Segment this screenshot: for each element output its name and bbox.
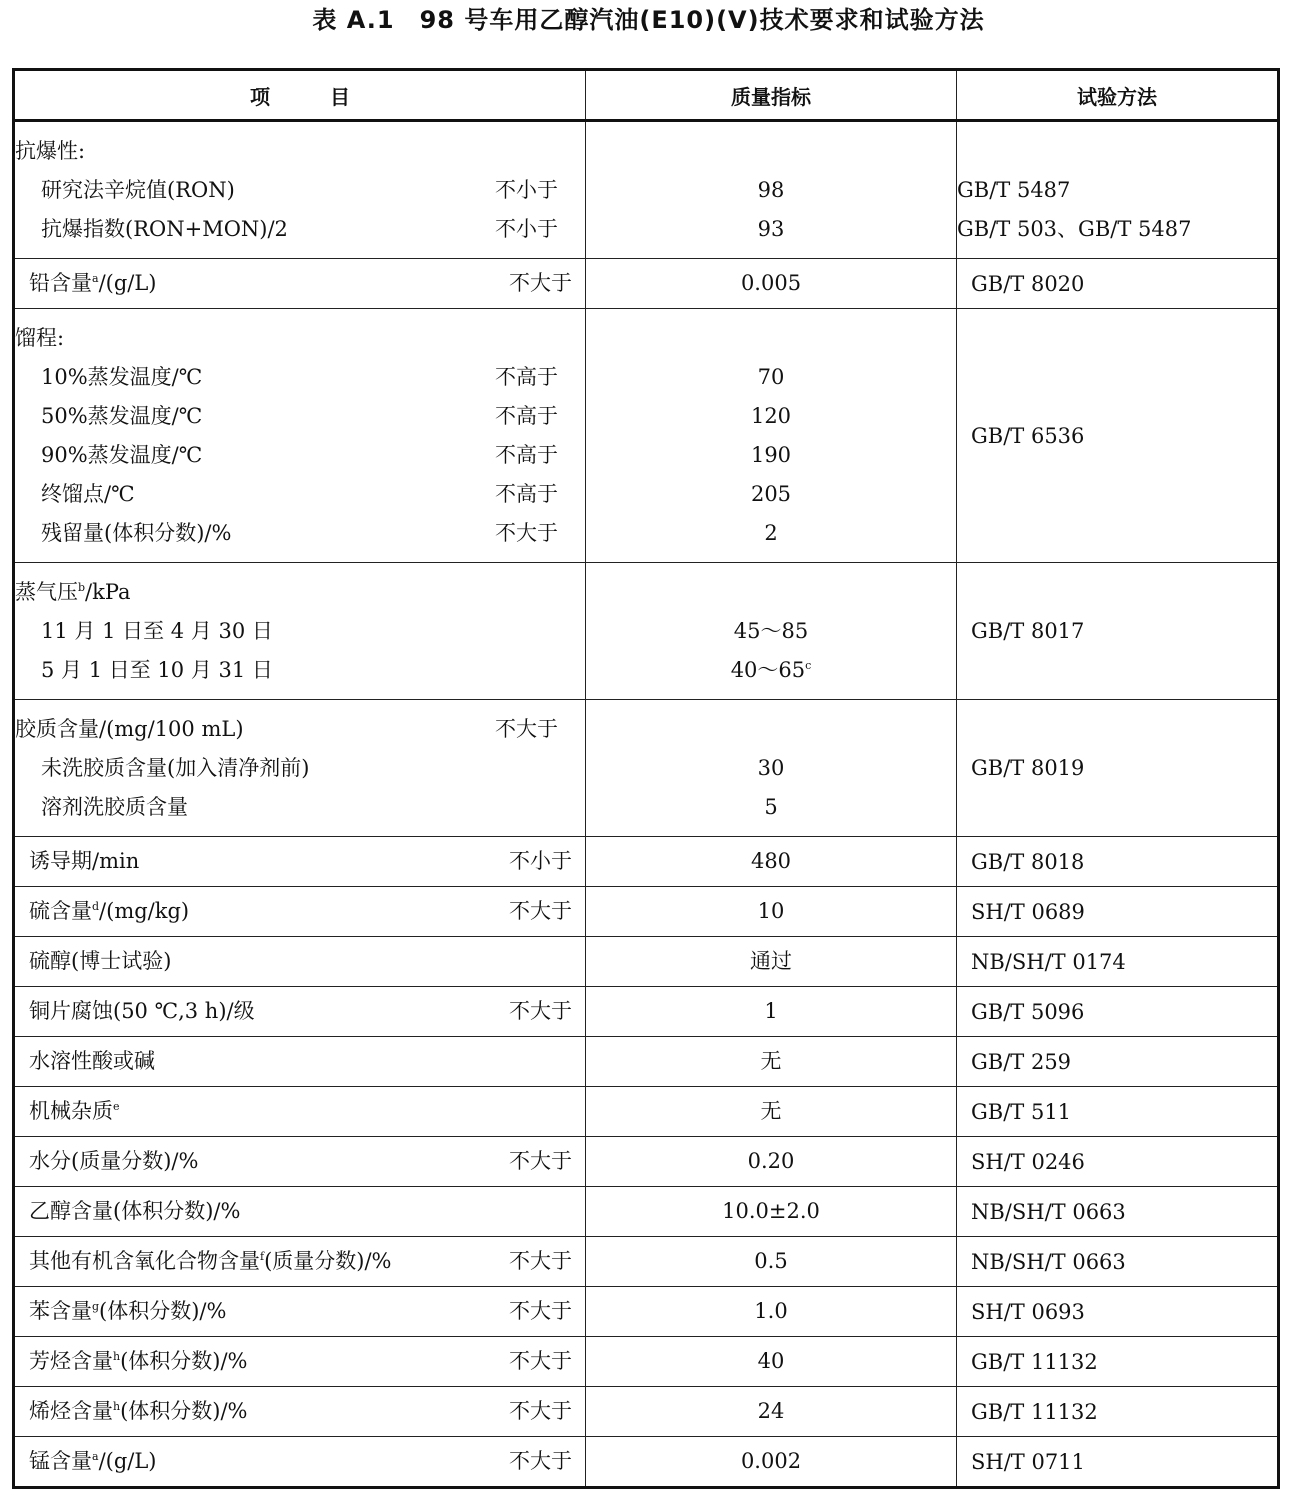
sulfur-method: SH/T 0689 [956, 887, 1277, 936]
benzene-footnote: g [92, 1300, 100, 1313]
aromatics-footnote: h [113, 1350, 121, 1363]
ethanol-value: 10.0±2.0 [722, 1199, 820, 1223]
antiknock-index-method: GB/T 503、GB/T 5487 [957, 217, 1192, 241]
lead-footnote: a [92, 272, 99, 285]
ethanol-method: NB/SH/T 0663 [956, 1187, 1277, 1236]
mercaptan-label: 硫醇(博士试验) [29, 949, 172, 973]
vapor-label: 蒸气压 [15, 580, 78, 604]
impurity-footnote: e [113, 1100, 120, 1113]
dist-50-value: 120 [750, 404, 792, 428]
table-row-water [15, 1136, 1277, 1186]
mercaptan-method: NB/SH/T 0174 [956, 937, 1277, 986]
olefins-method: GB/T 11132 [956, 1387, 1277, 1436]
dist-90-value: 190 [750, 443, 792, 467]
table-title: 表 A.1 98 号车用乙醇汽油(E10)(Ⅴ)技术要求和试验方法 [312, 6, 985, 34]
lead-label: 铅含量 [29, 271, 92, 295]
olefins-value: 24 [757, 1399, 785, 1423]
water-value: 0.20 [747, 1149, 795, 1173]
oxygenates-qualifier: 不大于 [509, 1249, 572, 1273]
lead-qualifier: 不大于 [509, 271, 572, 295]
dist-residue-qualifier: 不大于 [495, 521, 558, 545]
table-row-manganese [15, 1436, 1277, 1486]
antiknock-label: 抗爆性: [15, 139, 86, 163]
vapor-summer-value: 40～65 [730, 658, 806, 682]
copper-label: 铜片腐蚀(50 ℃,3 h)/级 [29, 999, 255, 1023]
distillation-method: GB/T 6536 [956, 309, 1277, 562]
impurity-label: 机械杂质 [29, 1099, 113, 1123]
gum-unwashed-label: 未洗胶质含量(加入清净剂前) [41, 756, 310, 780]
acid-value: 无 [760, 1049, 782, 1073]
vapor-unit: /kPa [85, 580, 131, 604]
table-row-distillation [15, 308, 1277, 562]
oxygenates-footnote: f [260, 1250, 265, 1263]
table-row-lead [15, 258, 1277, 308]
table-row-copper [15, 986, 1277, 1036]
gum-method: GB/T 8019 [956, 700, 1277, 836]
acid-method: GB/T 259 [956, 1037, 1277, 1086]
table-row-induction [15, 836, 1277, 886]
table-row-vapor [15, 562, 1277, 699]
vapor-method: GB/T 8017 [956, 563, 1277, 699]
sulfur-footnote: d [92, 900, 100, 913]
manganese-unit: /(g/L) [98, 1449, 157, 1473]
oxygenates-value: 0.5 [754, 1249, 788, 1273]
induction-value: 480 [750, 849, 792, 873]
olefins-qualifier: 不大于 [509, 1399, 572, 1423]
gum-qualifier: 不大于 [495, 717, 558, 741]
vapor-winter-value: 45～85 [733, 619, 809, 643]
dist-10-label: 10%蒸发温度/℃ [41, 365, 203, 389]
table-row-sulfur [15, 886, 1277, 936]
antiknock-index-qualifier: 不小于 [495, 217, 558, 241]
dist-end-value: 205 [750, 482, 792, 506]
olefins-footnote: h [113, 1400, 121, 1413]
vapor-summer-footnote: c [805, 659, 812, 672]
manganese-method: SH/T 0711 [956, 1437, 1277, 1486]
oxygenates-label: 其他有机含氧化合物含量 [29, 1249, 260, 1273]
manganese-qualifier: 不大于 [509, 1449, 572, 1473]
table-row-mercaptan [15, 936, 1277, 986]
acid-label: 水溶性酸或碱 [29, 1049, 155, 1073]
table-row-gum [15, 699, 1277, 836]
impurity-value: 无 [760, 1099, 782, 1123]
spec-table [12, 68, 1280, 1489]
ron-label: 研究法辛烷值(RON) [41, 178, 235, 202]
manganese-footnote: a [92, 1450, 99, 1463]
benzene-method: SH/T 0693 [956, 1287, 1277, 1336]
olefins-label: 烯烃含量 [29, 1399, 113, 1423]
benzene-unit: (体积分数)/% [99, 1299, 227, 1323]
table-row-aromatics [15, 1336, 1277, 1386]
distillation-label: 馏程: [15, 326, 65, 350]
antiknock-index-label: 抗爆指数(RON+MON)/2 [41, 217, 288, 241]
oxygenates-unit: (质量分数)/% [264, 1249, 392, 1273]
aromatics-value: 40 [757, 1349, 785, 1373]
dist-10-value: 70 [757, 365, 785, 389]
aromatics-label: 芳烃含量 [29, 1349, 113, 1373]
oxygenates-method: NB/SH/T 0663 [956, 1237, 1277, 1286]
aromatics-unit: (体积分数)/% [120, 1349, 248, 1373]
table-row-oxygenates [15, 1236, 1277, 1286]
table-row-acid [15, 1036, 1277, 1086]
ron-method: GB/T 5487 [957, 178, 1071, 202]
table-row-benzene [15, 1286, 1277, 1336]
copper-qualifier: 不大于 [509, 999, 572, 1023]
lead-value: 0.005 [740, 271, 802, 295]
dist-90-qualifier: 不高于 [495, 443, 558, 467]
water-method: SH/T 0246 [956, 1137, 1277, 1186]
manganese-value: 0.002 [740, 1449, 802, 1473]
header-item: 项 目 [250, 84, 350, 109]
gum-unwashed-value: 30 [757, 756, 785, 780]
water-qualifier: 不大于 [509, 1149, 572, 1173]
water-label: 水分(质量分数)/% [29, 1149, 199, 1173]
dist-residue-label: 残留量(体积分数)/% [41, 521, 232, 545]
benzene-qualifier: 不大于 [509, 1299, 572, 1323]
gum-label: 胶质含量/(mg/100 mL) [15, 717, 244, 741]
manganese-label: 锰含量 [29, 1449, 92, 1473]
induction-qualifier: 不小于 [509, 849, 572, 873]
copper-method: GB/T 5096 [956, 987, 1277, 1036]
aromatics-method: GB/T 11132 [956, 1337, 1277, 1386]
vapor-summer-label: 5 月 1 日至 10 月 31 日 [41, 658, 273, 682]
dist-10-qualifier: 不高于 [495, 365, 558, 389]
aromatics-qualifier: 不大于 [509, 1349, 572, 1373]
induction-method: GB/T 8018 [956, 837, 1277, 886]
antiknock-index-value: 93 [757, 217, 785, 241]
table-row-impurity [15, 1086, 1277, 1136]
header-method: 试验方法 [956, 71, 1277, 119]
olefins-unit: (体积分数)/% [120, 1399, 248, 1423]
dist-end-qualifier: 不高于 [495, 482, 558, 506]
dist-90-label: 90%蒸发温度/℃ [41, 443, 203, 467]
header-quality: 质量指标 [585, 71, 956, 119]
ron-qualifier: 不小于 [495, 178, 558, 202]
ethanol-label: 乙醇含量(体积分数)/% [29, 1199, 241, 1223]
ron-value: 98 [757, 178, 785, 202]
mercaptan-value: 通过 [750, 949, 792, 973]
dist-residue-value: 2 [764, 521, 778, 545]
benzene-label: 苯含量 [29, 1299, 92, 1323]
gum-washed-value: 5 [764, 795, 778, 819]
copper-value: 1 [764, 999, 778, 1023]
lead-method: GB/T 8020 [956, 259, 1277, 308]
dist-end-label: 终馏点/℃ [41, 482, 135, 506]
benzene-value: 1.0 [754, 1299, 788, 1323]
dist-50-qualifier: 不高于 [495, 404, 558, 428]
dist-50-label: 50%蒸发温度/℃ [41, 404, 203, 428]
sulfur-qualifier: 不大于 [509, 899, 572, 923]
impurity-method: GB/T 511 [956, 1087, 1277, 1136]
induction-label: 诱导期/min [29, 849, 140, 873]
table-row-antiknock [15, 122, 1277, 258]
lead-unit: /(g/L) [98, 271, 157, 295]
sulfur-label: 硫含量 [29, 899, 92, 923]
sulfur-unit: /(mg/kg) [99, 899, 190, 923]
table-row-olefins [15, 1386, 1277, 1436]
table-header-row [15, 71, 1277, 122]
vapor-winter-label: 11 月 1 日至 4 月 30 日 [41, 619, 273, 643]
gum-washed-label: 溶剂洗胶质含量 [41, 795, 188, 819]
table-row-ethanol [15, 1186, 1277, 1236]
sulfur-value: 10 [757, 899, 785, 923]
vapor-footnote: b [78, 581, 86, 594]
